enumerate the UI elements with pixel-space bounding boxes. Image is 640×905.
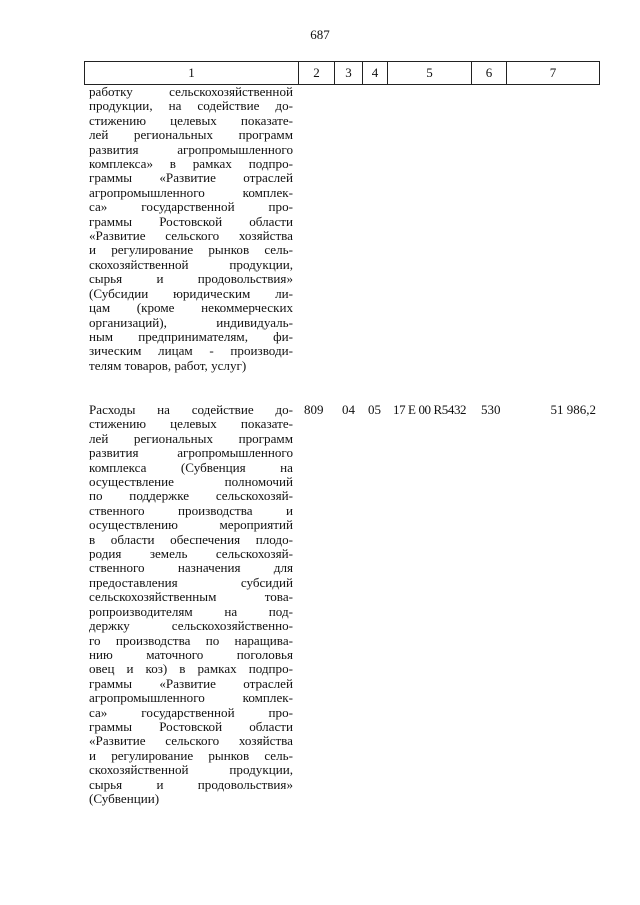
text-line: сырья и продовольствия» (89, 776, 293, 792)
row2-col2-value: 809 (304, 402, 324, 417)
text-line: продукции, на содействие до- (89, 98, 293, 114)
text-line: нию маточного поголовья (89, 646, 293, 662)
text-line: стижению целевых показате- (89, 416, 293, 432)
text-line: «Развитие сельского хозяйства (89, 228, 293, 244)
text-line: са» государственной про- (89, 199, 293, 215)
text-line: осуществление полномочий (89, 474, 293, 490)
text-line: агропромышленного комплек- (89, 690, 293, 706)
text-line: (Субвенции) (89, 790, 160, 806)
text-line: граммы Ростовской области (89, 718, 293, 734)
header-col-6: 6 (472, 62, 507, 84)
text-line: лей региональных программ (89, 430, 293, 446)
text-line: ропроизводителям на под- (89, 603, 293, 619)
text-line: граммы «Развитие отраслей (89, 675, 293, 691)
text-line: скохозяйственной продукции, (89, 256, 293, 272)
text-line: стижению целевых показате- (89, 112, 293, 128)
text-line: держку сельскохозяйственно- (89, 618, 293, 634)
text-line: комплекса» в рамках подпро- (89, 156, 293, 172)
text-line: граммы «Развитие отраслей (89, 170, 293, 186)
text-line: «Развитие сельского хозяйства (89, 733, 293, 749)
row2-col6-value: 530 (481, 402, 501, 417)
row2-col5-value: 17 Е 00 R5432 (393, 402, 467, 417)
text-line: развития агропромышленного (89, 445, 293, 461)
header-col-7: 7 (507, 62, 600, 84)
text-line: скохозяйственной продукции, (89, 762, 293, 778)
text-line: са» государственной про- (89, 704, 293, 720)
text-line: в области обеспечения плодо- (89, 531, 293, 547)
header-col-4: 4 (363, 62, 388, 84)
text-line: агропромышленного комплек- (89, 184, 293, 200)
header-col-1: 1 (85, 62, 299, 84)
row2-col7-value: 51 986,2 (550, 402, 596, 417)
text-line: родия земель сельскохозяй- (89, 546, 293, 562)
text-line: ственного производства и (89, 502, 293, 518)
page-number: 687 (310, 27, 330, 42)
text-line: организаций), индивидуаль- (89, 314, 293, 330)
text-line: комплекса (Субвенция на (89, 459, 293, 475)
text-line: и регулирование рынков сель- (89, 242, 293, 258)
text-line: цам (кроме некоммерческих (89, 300, 293, 316)
text-line: работку сельскохозяйственной (89, 84, 293, 99)
text-line: ным предпринимателям, фи- (89, 328, 293, 344)
text-line: Расходы на содействие до- (89, 402, 293, 417)
row2-description (89, 403, 293, 806)
text-line: предоставления субсидий (89, 574, 293, 590)
text-line: и регулирование рынков сель- (89, 747, 293, 763)
table-header (84, 61, 600, 85)
header-col-2: 2 (299, 62, 335, 84)
row2-col4-value: 05 (368, 402, 381, 417)
text-line: осуществлению мероприятий (89, 517, 293, 533)
text-line: овец и коз) в рамках подпро- (89, 661, 293, 677)
text-line: лей региональных программ (89, 127, 293, 143)
header-col-5: 5 (388, 62, 472, 84)
text-line: го производства по наращива- (89, 632, 293, 648)
header-col-3: 3 (335, 62, 363, 84)
text-line: по поддержке сельскохозяй- (89, 488, 293, 504)
text-line: зическим лицам - производи- (89, 343, 293, 359)
text-line: ственного назначения для (89, 560, 293, 576)
text-line: развития агропромышленного (89, 141, 293, 157)
text-line: сельскохозяйственным това- (89, 589, 293, 605)
text-line: (Субсидии юридическим ли- (89, 285, 293, 301)
row1-description (89, 85, 293, 373)
text-line: сырья и продовольствия» (89, 271, 293, 287)
text-line: телям товаров, работ, услуг) (89, 357, 247, 373)
row2-col3-value: 04 (342, 402, 355, 417)
text-line: граммы Ростовской области (89, 213, 293, 229)
